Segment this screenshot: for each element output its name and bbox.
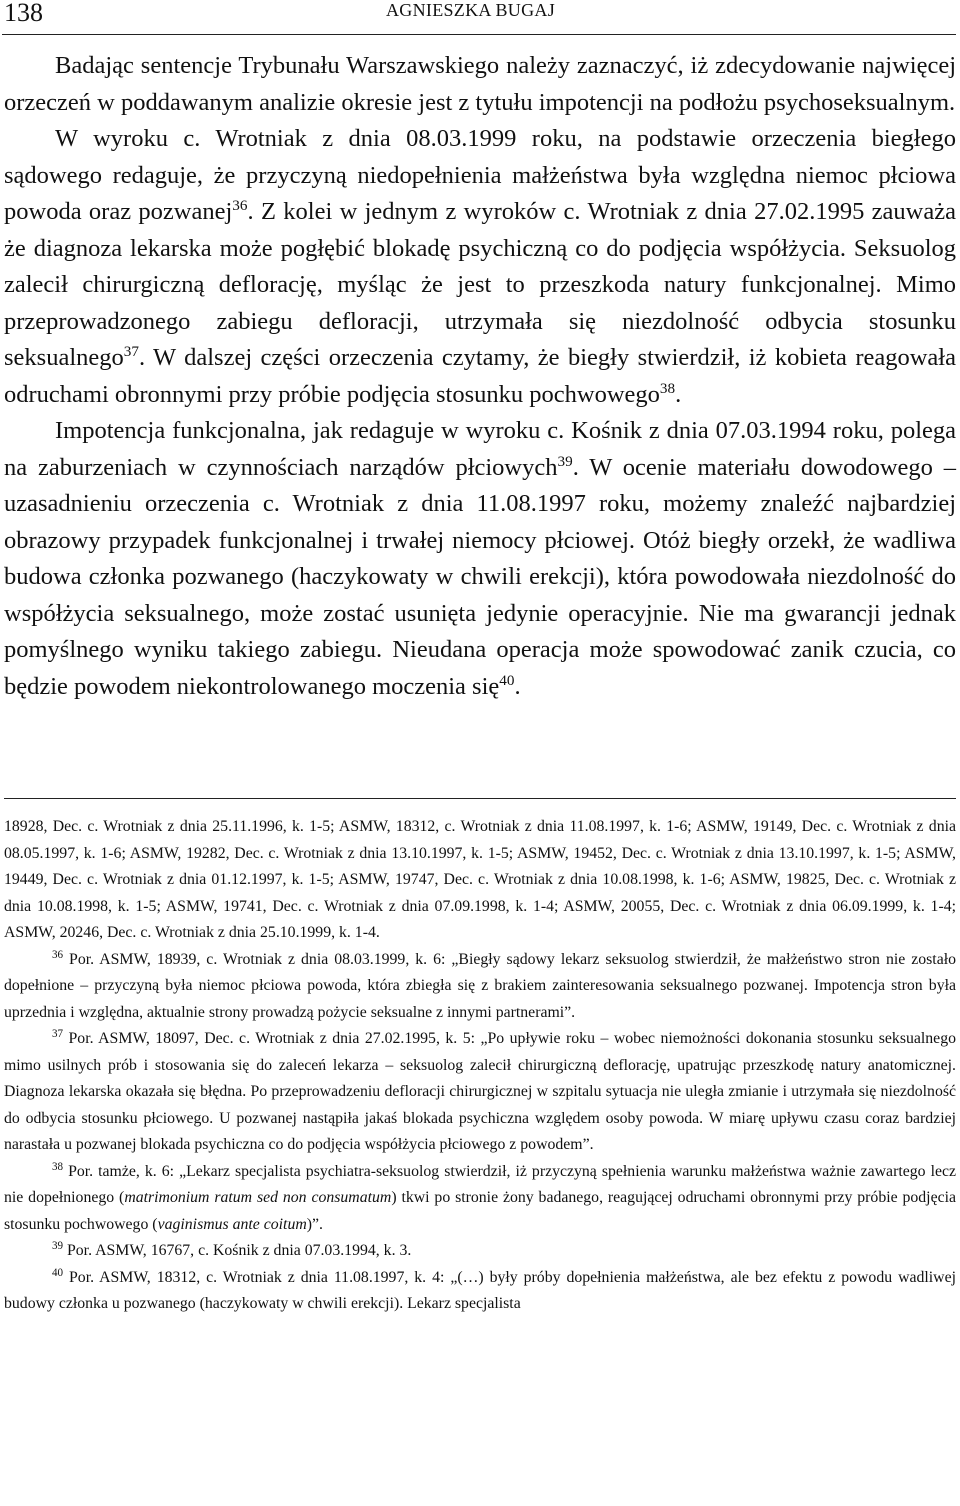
page-number: 138 bbox=[4, 0, 43, 27]
footnote-text: 18928, Dec. c. Wrotniak z dnia 25.11.1996, k. 1-5; ASMW, 18312, c. Wrotniak z dnia 11.08.1997, k. 1-6; ASMW, 19149, Dec. c. Wrotniak z dnia 08.05.1997, k. 1-6; ASMW, 19282, Dec. c. Wrotniak z dnia 13.10.1997, k. 1-5; ASMW, 19452, Dec. c. Wrotniak z dnia 13.10.1997, k. 1-5; ASMW, 19449, Dec. c. Wrotniak z dnia 01.12.1997, k. 1-5; ASMW, 19747, Dec. c. Wrotniak z dnia 10.08.1998, k. 1-6; ASMW, 19825, Dec. c. Wrotniak z dnia 10.08.1998, k. 1-5; ASMW, 19741, Dec. c. Wrotniak z dnia 07.09.1998, k. 1-4; ASMW, 20055, Dec. c. Wrotniak z dnia 06.09.1999, k. 1-4; ASMW, 20246, Dec. c. Wrotniak z dnia 25.10.1999, k. 1-4. bbox=[4, 818, 956, 941]
paragraph-text: . W dalszej części orzeczenia czytamy, że biegły stwierdził, iż kobieta reagowała odruchami obronnymi przy próbie podjęcia stosunku pochwowego bbox=[4, 344, 956, 408]
footnote-ref-40[interactable]: 40 bbox=[499, 671, 515, 689]
footnote-39 bbox=[4, 1238, 956, 1265]
footnote-number: 37 bbox=[52, 1027, 64, 1040]
paragraph-text: W wyroku c. Wrotniak z dnia 08.03.1999 roku, na podstawie orzeczenia biegłego sądowego redaguje, że przyczyną niedopełnienia małżeństwa była względna niemoc płciowa powoda oraz pozwanej bbox=[4, 125, 956, 225]
footnote-ref-38[interactable]: 38 bbox=[659, 379, 676, 397]
footnote-divider bbox=[4, 798, 956, 799]
footnote-text: Por. ASMW, 18312, c. Wrotniak z dnia 11.08.1997, k. 4: „(…) były próby dopełnienia małżeństwa, ale bez efektu z powodu wadliwej budowy członka u pozwanego (haczykowaty w chwili erekcji). Lekarz specjalista bbox=[4, 1268, 956, 1312]
footnote-40 bbox=[4, 1265, 956, 1318]
footnote-number: 39 bbox=[52, 1239, 64, 1252]
footnote-number: 40 bbox=[52, 1266, 64, 1279]
main-text bbox=[4, 48, 956, 705]
paragraph-text: . Z kolei w jednym z wyroków c. Wrotniak z dnia 27.02.1995 zauważa że diagnoza lekarska może pogłębić blokadę psychiczną co do podjęcia współżycia. Seksuolog zalecił chirurgiczną deflorację, myśląc że jest to przeszkoda natury funkcjonalnej. Mimo przeprowadzonego zabiegu defloracji, utrzymała się niezdolność odbycia stosunku seksualnego bbox=[4, 198, 956, 371]
paragraph bbox=[4, 121, 956, 413]
footnote-continued bbox=[4, 814, 956, 947]
paragraph-text: Badając sentencje Trybunału Warszawskiego należy zaznaczyć, iż zdecydowanie najwięcej orzeczeń w poddawanym analizie okresie jest z tytułu impotencji na podłożu psychoseksualnym. bbox=[4, 52, 956, 116]
footnote-38 bbox=[4, 1159, 956, 1239]
latin-term: vaginismus ante coitum bbox=[157, 1215, 307, 1233]
footnote-ref-36[interactable]: 36 bbox=[232, 196, 248, 214]
footnote-text: Por. ASMW, 18097, Dec. c. Wrotniak z dnia 27.02.1995, k. 5: „Po upływie roku – wobec niemożności dokonania stosunku seksualnego mimo usilnych prób i stosowania się do zaleceń lekarza – seksuolog zalecił chirurgiczną deflorację, upatrując przeszkodę natury anatomicznej. Diagnoza lekarska okazała się błędna. Po przeprowadzeniu defloracji chirurgicznej w szpitalu sytuacja nie uległa zmianie i utrzymała się niezdolność do odbycia stosunku płciowego. U pozwanej nastąpiła jakaś blokada psychiczna względem osoby powoda. W miarę upływu czasu coraz bardziej narastała u pozwanej blokada psychiczna co do podjęcia współżycia płciowego z powodem”. bbox=[4, 1030, 956, 1153]
footnote-number: 38 bbox=[52, 1160, 64, 1173]
footnote-ref-39[interactable]: 39 bbox=[557, 452, 573, 470]
latin-term: matrimonium ratum sed non consumatum bbox=[124, 1189, 392, 1206]
paragraph-text: . bbox=[675, 380, 682, 408]
paragraph-text: . W ocenie materiału dowodowego – uzasadnieniu orzeczenia c. Wrotniak z dnia 11.08.1997 roku, możemy znaleźć najbardziej obrazowy przypadek funkcjonalnej i trwałej niemocy płciowej. Otóż biegły orzekł, że wadliwa budowa członka pozwanego (haczykowaty w chwili erekcji), która powodowała niezdolność do współżycia seksualnego, może zostać usunięta jedynie operacyjnie. Nie ma gwarancji jednak pomyślnego wyniku takiego zabiegu. Nieudana operacja może spowodować zanik czucia, co będzie powodem niekontrolowanego moczenia się bbox=[4, 453, 956, 700]
paragraph bbox=[4, 48, 956, 121]
footnote-36 bbox=[4, 947, 956, 1027]
footnote-37 bbox=[4, 1026, 956, 1159]
footnote-text: Por. tamże, k. 6: „Lekarz specjalista psychiatra-seksuolog stwierdził, iż przyczyną spełnienia warunku małżeństwa ważnie zawartego lecz nie dopełnionego ( bbox=[4, 1162, 956, 1206]
footnote-text: )”. bbox=[306, 1215, 323, 1233]
footnote-number: 36 bbox=[52, 948, 64, 961]
page-header bbox=[2, 0, 956, 35]
paragraph-text: . bbox=[514, 672, 521, 700]
footnote-text: Por. ASMW, 18939, c. Wrotniak z dnia 08.03.1999, k. 6: „Biegły sądowy lekarz seksuolog stwierdził, że małżeństwo stron nie zostało dopełnione – przyczyną była niemoc płciowa powoda, która zbiegła się z brakiem zainteresowania seksualnego pozwanej. Impotencja stron była uprzednia i względna, aktualnie strony prowadzą pożycie seksualne z innymi partnerami”. bbox=[4, 950, 956, 1021]
paragraph-text: Impotencja funkcjonalna, jak redaguje w wyroku c. Kośnik z dnia 07.03.1994 roku, polega na zaburzeniach w czynnościach narządów płciowych bbox=[4, 417, 956, 481]
footnote-text: Por. ASMW, 16767, c. Kośnik z dnia 07.03.1994, k. 3. bbox=[63, 1242, 412, 1259]
footnote-text: ) tkwi po stronie żony badanego, reagującej odruchami obronnymi przy próbie podjęcia stosunku pochwowego ( bbox=[4, 1189, 956, 1233]
footnotes bbox=[4, 814, 956, 1318]
running-head: AGNIESZKA BUGAJ bbox=[386, 0, 556, 20]
paragraph bbox=[4, 413, 956, 705]
footnote-ref-37[interactable]: 37 bbox=[123, 342, 139, 360]
